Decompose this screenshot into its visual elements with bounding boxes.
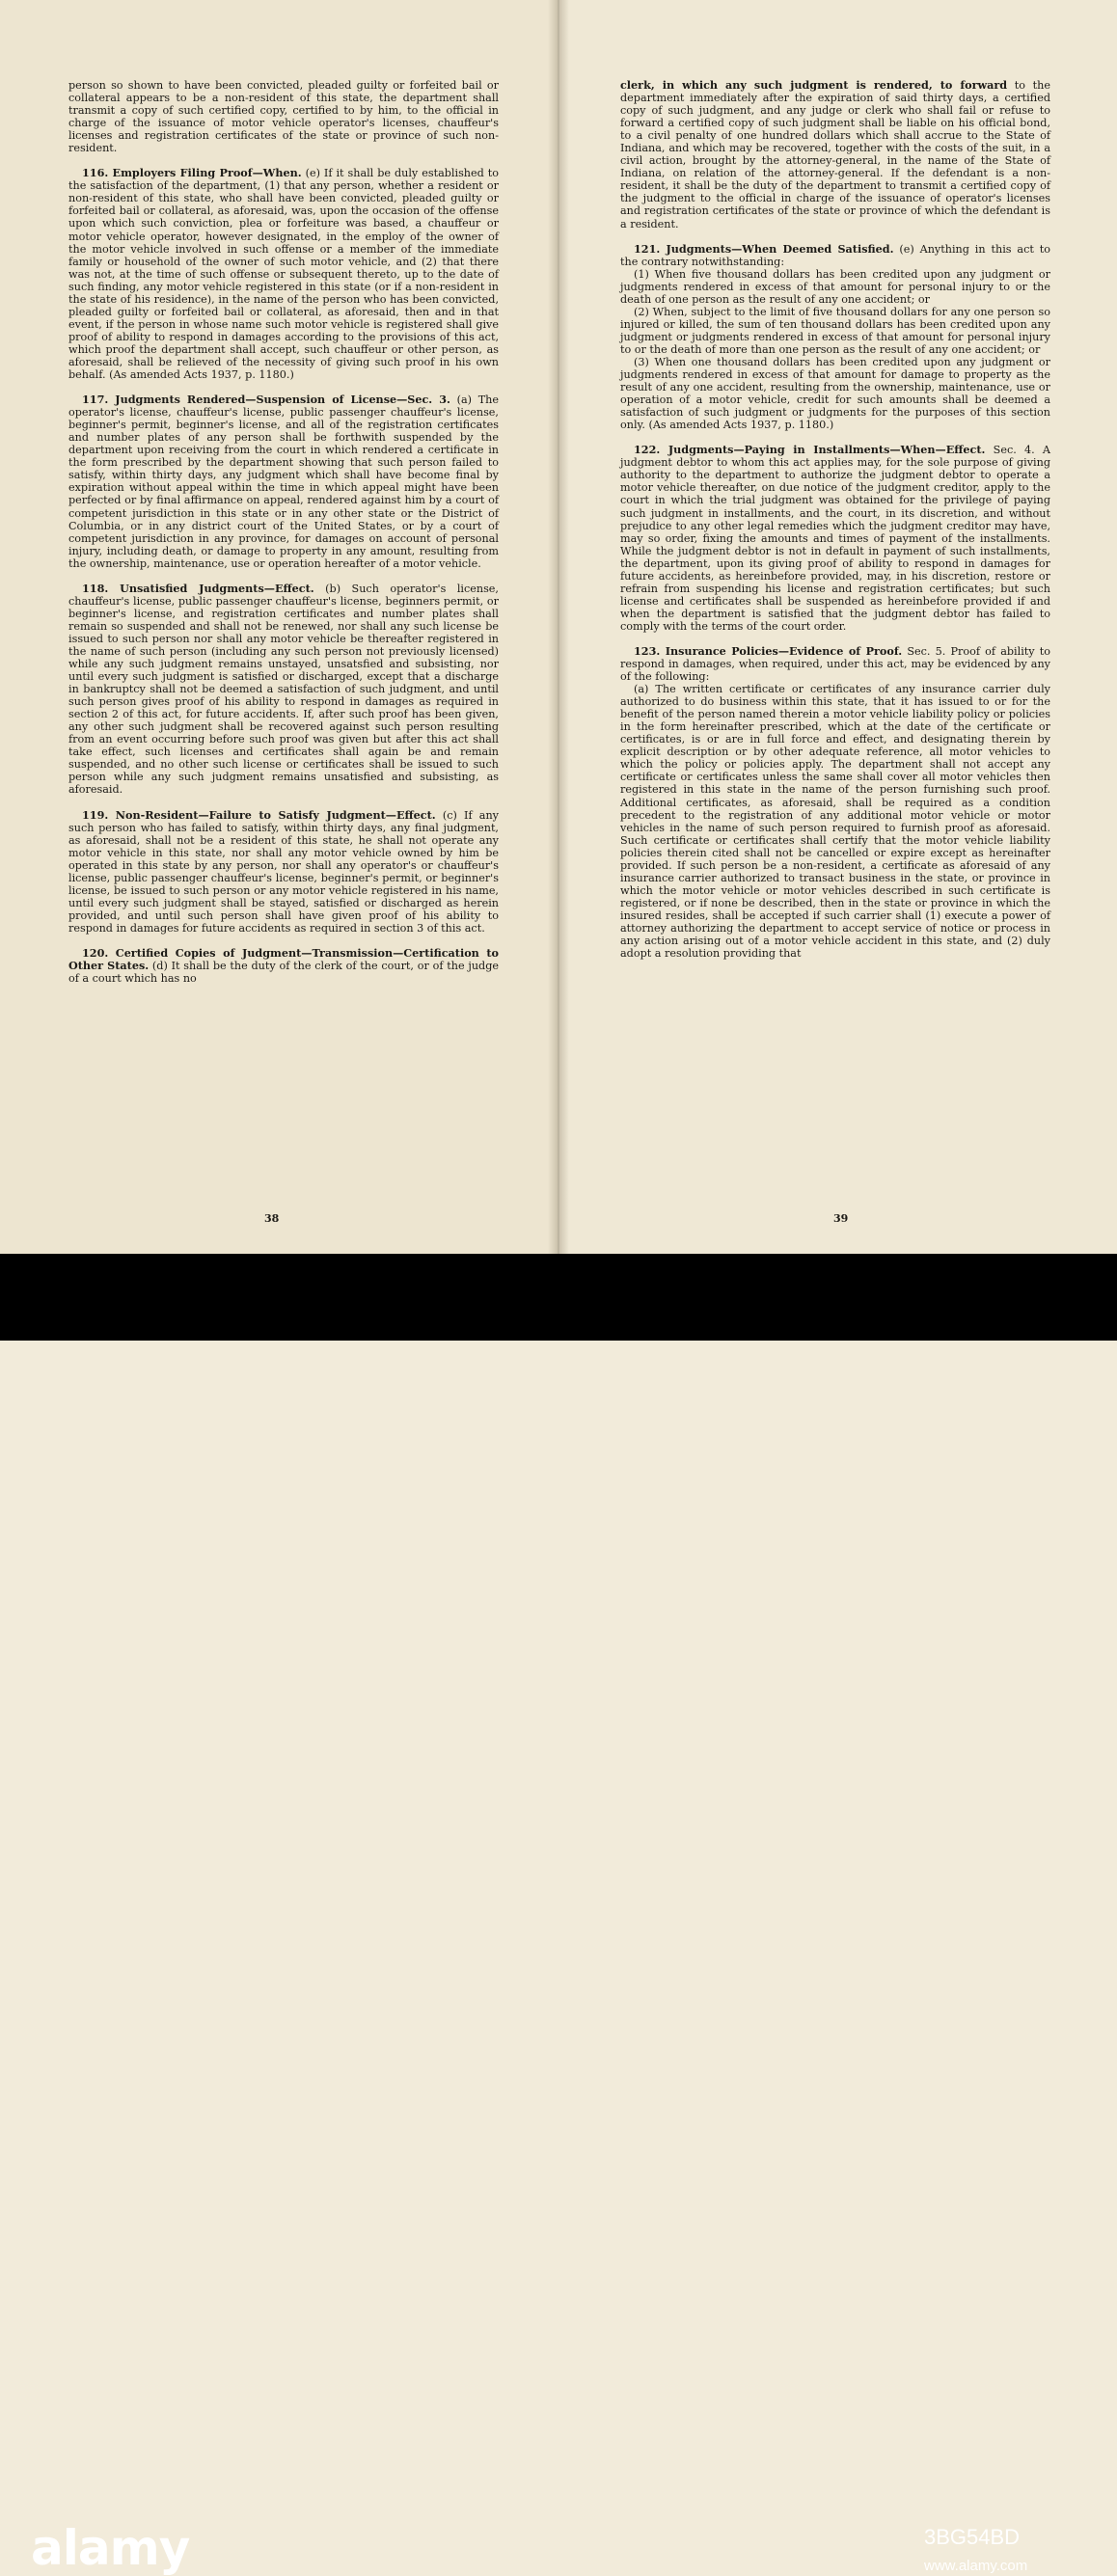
- book-gutter-shadow: [548, 0, 569, 1254]
- section-heading: 121. Judgments—When Deemed Satisfied.: [634, 241, 894, 256]
- alamy-logo: alamy: [31, 2520, 190, 2576]
- section-body: (c) If any such person who has failed to satisfy, within thirty days, any final judgment, as aforesaid, shall not be a resident of this state, he shall not operate any motor vehicle in this state, nor shall any motor vehicle owned by him be operated in this state by any person, nor shall any operator's or chauffeur's license, public passenger chauffeur's license, beginner's permit, or beginner's license, be issued to such person or any motor vehicle registered in his name, until every such judgment shall be stayed, satisfied or discharged as herein provided, and until such person shall have given proof of his ability to respond in damages for future accidents as required in section 3 of this act.: [68, 808, 499, 935]
- book-spread: [0, 0, 1117, 1254]
- section-121-clause-1: (1) When five thousand dollars has been credited upon any judgment or judgments rendered in excess of that amount for personal injury to or the death of one person as the result of any one accident; or: [620, 267, 1050, 306]
- section-121-clause-3: (3) When one thousand dollars has been credited upon any judgment or judgments rendered in excess of that amount for damage to property as the result of any one accident, resulting from the ownership, maintenance, use or operation of a motor vehicle, credit for such amounts shall be deemed a satisfaction of such judgment or judgments for the purposes of this section only. (As amended Acts 1937, p. 1180.): [620, 355, 1050, 432]
- page-number-left: 38: [264, 1212, 280, 1225]
- section-123-clause-a: (a) The written certificate or certificates of any insurance carrier duly authorized to do business within this state, that it has issued to or for the benefit of the person named therein a motor vehicle liability policy or policies in the form hereinafter prescribed, which at the date of the certificate or certificates, is or are in full force and effect, and designating therein by explicit description or by other adequate reference, all motor vehicles to which the policy or policies apply. The department shall not accept any certificate or certificates unless the same shall cover all motor vehicles then registered in this state in the name of the person furnishing such proof. Additional certificates, as aforesaid, shall be required as a condition precedent to the registration of any additional motor vehicle or motor vehicles in the name of such person required to furnish proof as aforesaid. Such certificate or certificates shall certify that the motor vehicle liability policies therein cited shall not be cancelled or expire except as hereinafter provided. If such person be a non-resident, a certificate as aforesaid of any insurance carrier authorized to transact business in the state, or province in which the motor vehicle or motor vehicles described in such certificate is registered, or if none be described, then in the state or province in which the insured resides, shall be accepted if such carrier shall (1) execute a power of attorney authorizing the department to accept service of notice or process in any action arising out of a motor vehicle accident in this state, and (2) duly adopt a resolution providing that: [620, 683, 1050, 961]
- section-body: (b) Such operator's license, chauffeur's license, public passenger chauffeur's license, beginners permit, or beginner's license, and registration certificates and number plates shall remain so suspended and shall not be renewed, nor shall any such license be issued to such person nor shall any motor vehicle be thereafter registered in the name of such person (including any such person not previously licensed) while any such judgment remains unstayed, unsatsfied and subsisting, nor until every such judgment is satisfied or discharged, except that a discharge in bankruptcy shall not be deemed a satisfaction of such judgment, and until such person gives proof of his ability to respond in damages as required in section 2 of this act, for future accidents. If, after such proof has been given, any other such judgment shall be recovered against such person resulting from an event occurring before such proof was given but after this act shall take effect, such licenses and certificates shall again be and remain suspended, and no other such license or certificates shall be issued to such person while any such judgment remains unsatisfied and subsisting, as aforesaid.: [68, 582, 499, 797]
- section-123: [620, 645, 1050, 683]
- section-heading: 119. Non-Resident—Failure to Satisfy Judgment—Effect.: [82, 807, 436, 822]
- section-body: Sec. 5. Proof of ability to respond in damages, when required, under this act, may be evidenced by any of the following:: [620, 644, 1051, 684]
- watermark-banner: [0, 1254, 1117, 2576]
- section-122: [620, 444, 1050, 633]
- section-117: [68, 393, 499, 570]
- section-120: [68, 947, 499, 985]
- section-116: [68, 167, 499, 381]
- right-page: [558, 0, 1117, 1254]
- section-heading: 116. Employers Filing Proof—When.: [82, 166, 302, 180]
- section-heading: 123. Insurance Policies—Evidence of Proof.: [634, 643, 903, 658]
- section-body: (e) If it shall be duly established to the satisfaction of the department, (1) that any person, whether a resident or non-resident of this state, who shall have been convicted, pleaded guilty or forfeited bail or collateral, as aforesaid, was, upon the occasion of the offense upon which such conviction, plea or forfeiture was based, a chauffeur or motor vehicle operator, however designated, in the employ of the owner of the motor vehicle involved in such offense or a member of the immediate family or household of the owner of such motor vehicle, and (2) that there was not, at the time of such offense or subsequent thereto, up to the date of such finding, any motor vehicle registered in this state (or if a non-resident in the state of his residence), in the name of the person who has been convicted, pleaded guilty or forfeited bail or collateral, as aforesaid, then and in that event, if the person in whose name such motor vehicle is registered shall give proof of ability to respond in damages according to the provisions of this act, which proof the department shall accept, such chauffeur or other person, as aforesaid, shall be relieved of the necessity of giving such proof in his own behalf. (As amended Acts 1937, p. 1180.): [68, 167, 500, 382]
- image-id: 3BG54BD: [924, 2525, 1021, 2549]
- section-118: [68, 583, 499, 797]
- continued-paragraph: person so shown to have been convicted, pleaded guilty or forfeited bail or collateral appears to be a non-resident of this state, the department shall transmit a copy of such certified copy, certified to by him, to the official in charge of the issuance of motor vehicle operator's licenses, chauffeur's licenses and registration certificates of the state or province of such non-resident.: [68, 79, 499, 155]
- section-121: [620, 243, 1050, 268]
- section-121-clause-2: (2) When, subject to the limit of five thousand dollars for any one person so injured or killed, the sum of ten thousand dollars has been credited upon any judgment or judgments rendered in excess of that amount for personal injury to or the death of more than one person as the result of any one accident; or: [620, 305, 1050, 356]
- section-body: (e) Anything in this act to the contrary notwithstanding:: [620, 242, 1050, 268]
- section-heading: 117. Judgments Rendered—Suspension of License—Sec. 3.: [82, 393, 450, 407]
- continued-paragraph: [620, 79, 1050, 230]
- section-body: (a) The operator's license, chauffeur's license, public passenger chauffeur's license, beginner's permit, beginner's license, and all of the registration certificates and number plates of any person shall be forthwith suspended by the department upon receiving from the court in which rendered a certificate in the form prescribed by the department showing that such person failed to satisfy, within thirty days, any judgment which shall have become final by expiration without appeal within the time in which appeal might have been perfected or by final affirmance on appeal, rendered against him by a court of competent jurisdiction in this state or in any other state or the District of Columbia, or in any district court of the United States, or by a court of competent jurisdiction in any province, for damages on account of personal injury, including death, or damage to property in any amount, resulting from the ownership, maintenance, use or operation hereafter of a motor vehicle.: [68, 393, 499, 570]
- section-heading: 118. Unsatisfied Judgments—Effect.: [82, 581, 314, 595]
- right-page-text: [620, 79, 1050, 960]
- left-page-text: [68, 79, 499, 997]
- left-page: [0, 0, 558, 1254]
- continued-body: to the department immediately after the expiration of said thirty days, a certified copy of such judgment, and any judge or clerk who shall fail or refuse to forward a certified copy of such judgment shall be liable on his official bond, to a civil penalty of one hundred dollars which shall accrue to the State of Indiana, and which may be recovered, together with the costs of the suit, in a civil action, brought by the attorney-general, in the name of the State of Indiana, on relation of the attorney-general. If the defendant is a non-resident, it shall be the duty of the department to transmit a certified copy of the judgment to the official in charge of the issuance of operator's licenses and registration certificates of the state or province of which the defendant is a resident.: [620, 79, 1050, 230]
- section-body: Sec. 4. A judgment debtor to whom this act applies may, for the sole purpose of giving authority to the department to authorize the judgment debtor to operate a motor vehicle thereafter, on due notice of the judgment creditor, apply to the court in which the trial judgment was obtained for the privilege of paying such judgment in installments, and the court, in its discretion, and without prejudice to any other legal remedies which the judgment creditor may have, may so order, fixing the amounts and times of payment of the installments. While the judgment debtor is not in default in payment of such installments, the department, upon its giving proof of ability to respond in damages for future accidents, as hereinbefore provided, may, in his discretion, restore or refrain from suspending his license and registration certificates; but such license and certificates shall be suspended as hereinbefore provided if and when the department is satisfied that the judgment debtor has failed to comply with the terms of the court order.: [620, 444, 1050, 633]
- page-number-right: 39: [833, 1212, 849, 1225]
- site-url: www.alamy.com: [924, 2558, 1028, 2574]
- section-heading: 122. Judgments—Paying in Installments—When—Effect.: [634, 443, 986, 457]
- section-119: [68, 809, 499, 935]
- section-body: (d) It shall be the duty of the clerk of the court, or of the judge of a court which has no: [68, 960, 499, 986]
- continued-bold-line: clerk, in which any such judgment is rendered, to forward: [620, 78, 1008, 92]
- section-heading: 120. Certified Copies of Judgment—Transmission—Certification to Other States.: [68, 946, 499, 973]
